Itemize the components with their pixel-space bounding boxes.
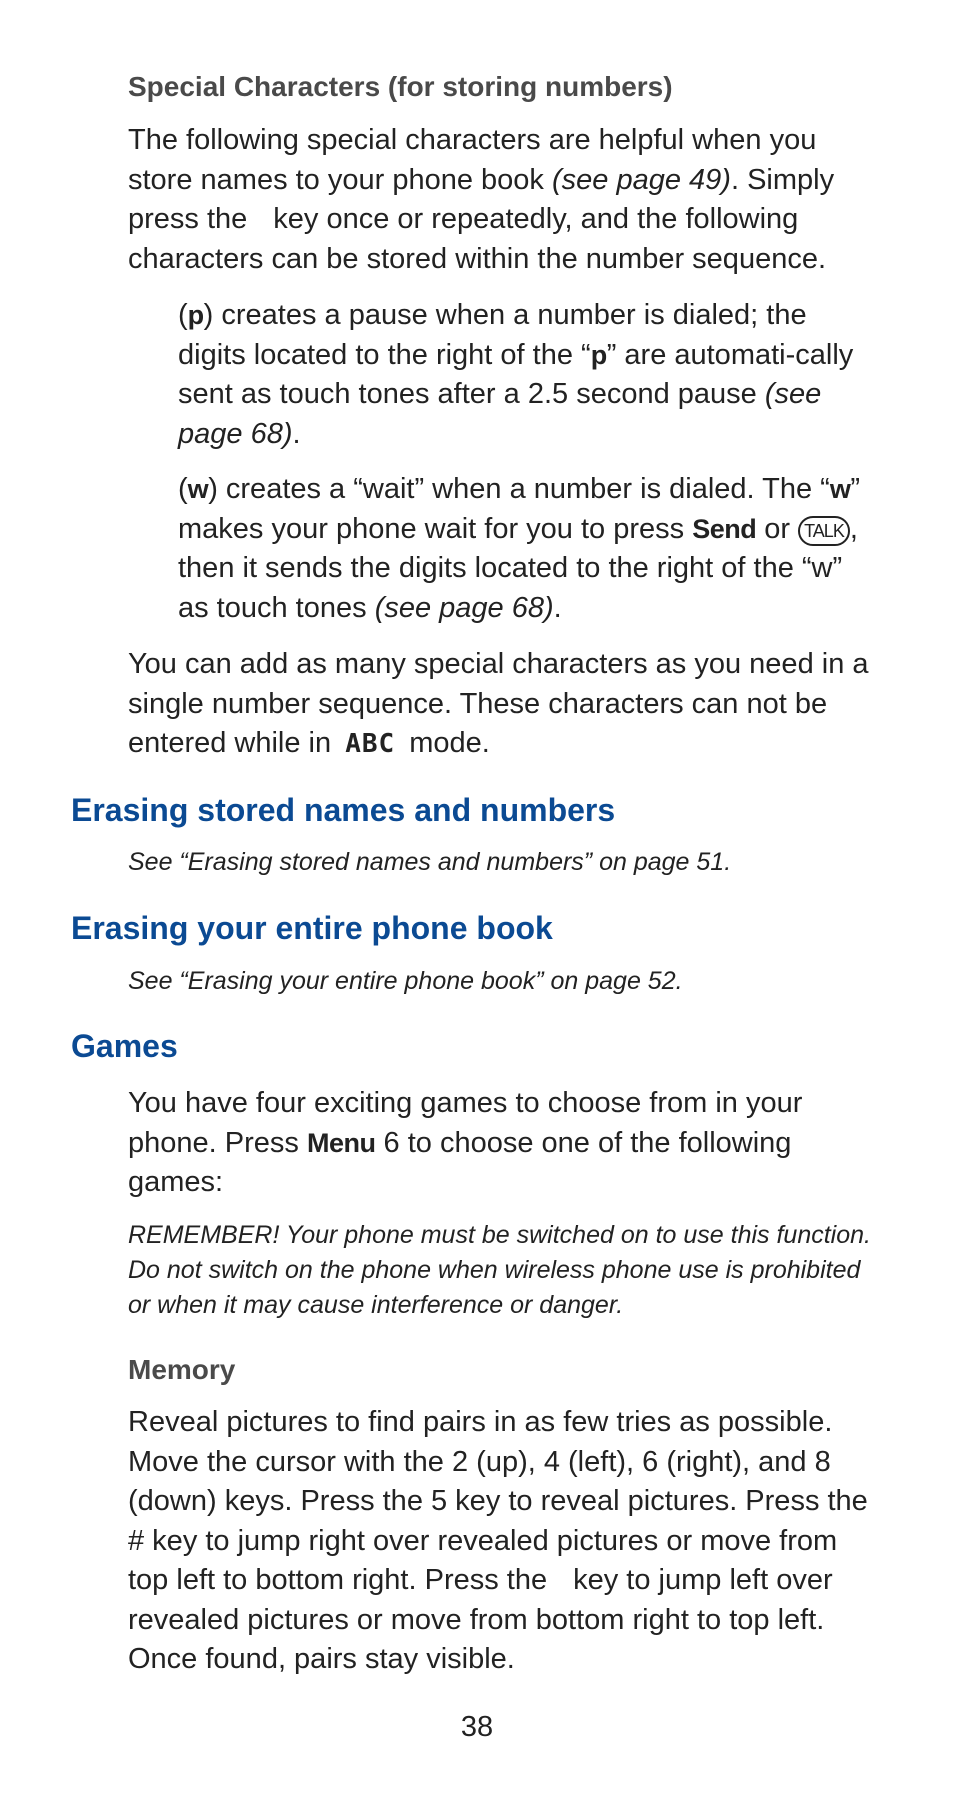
erasing-phone-book-reference: See “Erasing your entire phone book” on page 52. <box>128 967 683 995</box>
menu-key-label: Menu <box>306 1127 376 1158</box>
memory-heading: Memory <box>128 1354 236 1385</box>
special-characters-closing: You can add as many special characters as you need in a single number sequence. These characters can not be entered while in ABC mode. <box>128 645 878 765</box>
send-key-label: Send <box>692 513 757 544</box>
talk-key-icon: TALK <box>798 516 850 546</box>
games-intro: You have four exciting games to choose from in your phone. Press Menu 6 to choose one of the following games: <box>128 1087 803 1198</box>
erasing-names-reference: See “Erasing stored names and numbers” on page 51. <box>128 848 732 876</box>
erasing-names-heading: Erasing stored names and numbers <box>71 792 616 828</box>
special-characters-heading: Special Characters (for storing numbers) <box>128 71 673 102</box>
page-number: 38 <box>460 1711 494 1743</box>
special-characters-intro: The following special characters are helpful when you store names to your phone book (see page 49). Simply press the key once or repeatedly, and the following characters can be stored within the number sequence. <box>128 124 835 275</box>
abc-mode-icon: ABC <box>345 729 396 759</box>
erasing-phone-book-heading: Erasing your entire phone book <box>71 910 553 946</box>
wait-character-description: (w) creates a “wait” when a number is dialed. The “w” makes your phone wait for you to press Send or TALK , then it sends the digits located to the right of the “w” as touch tones (see page 68). <box>178 473 861 624</box>
memory-description: Reveal pictures to find pairs in as few tries as possible. Move the cursor with the 2 (up), 4 (left), 6 (right), and 8 (down) keys. Press the 5 key to reveal pictures. Press the # key to jump right over revealed pictures or move from top left to bottom right. Press the key to jump left over revealed pictures or move from bottom right to top left. Once found, pairs stay visible. <box>128 1406 868 1675</box>
games-heading: Games <box>71 1028 178 1064</box>
games-remember-note: REMEMBER! Your phone must be switched on to use this function. Do not switch on the phone when wireless phone use is prohibited or when it may cause interference or danger. <box>128 1221 871 1319</box>
pause-character-description: (p) creates a pause when a number is dialed; the digits located to the right of the “p” are automati-cally sent as touch tones after a 2.5 second pause (see page 68). <box>178 299 854 450</box>
